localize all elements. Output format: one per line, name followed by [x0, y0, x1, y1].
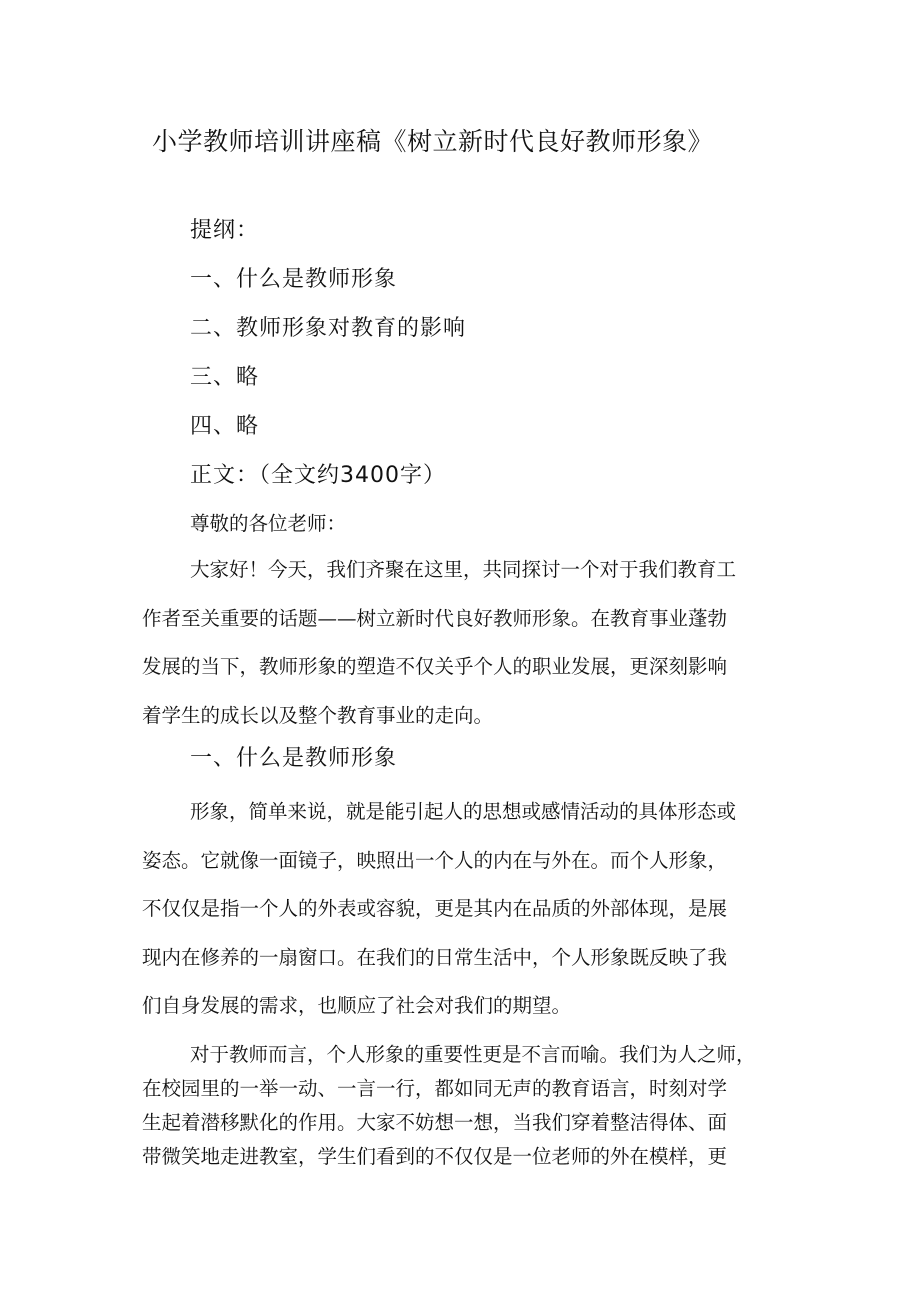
paragraph-line: 姿态。它就像一面镜子，映照出一个人的内在与外在。而个人形象， — [142, 848, 728, 872]
paragraph-line: 不仅仅是指一个人的外表或容貌，更是其内在品质的外部体现，是展 — [142, 897, 728, 920]
paragraph-line: 们自身发展的需求，也顺应了社会对我们的期望。 — [142, 994, 572, 1017]
paragraph-line: 带微笑地走进教室，学生们看到的不仅仅是一位老师的外在模样，更 — [142, 1145, 728, 1168]
paragraph-definition — [142, 788, 786, 1031]
outline-item: 二、教师形象对教育的影响 — [190, 316, 467, 341]
document-title: 小学教师培训讲座稿《树立新时代良好教师形象》 — [152, 127, 714, 156]
body-note: 正文：（全文约3400字） — [190, 463, 446, 488]
paragraph-line: 作者至关重要的话题——树立新时代良好教师形象。在教育事业蓬勃 — [142, 606, 728, 630]
paragraph-line: 形象，简单来说，就是能引起人的思想或感情活动的具体形态或 — [190, 800, 737, 823]
paragraph-line: 对于教师而言，个人形象的重要性更是不言而喻。我们为人之师， — [190, 1043, 756, 1066]
paragraph-line: 着学生的成长以及整个教育事业的走向。 — [142, 703, 494, 727]
section-heading: 一、什么是教师形象 — [190, 746, 398, 771]
paragraph-teacher-image — [142, 1038, 786, 1174]
paragraph-line: 现内在修养的一扇窗口。在我们的日常生活中，个人形象既反映了我 — [142, 945, 728, 969]
greeting: 尊敬的各位老师： — [190, 512, 347, 535]
outline-section — [190, 214, 466, 508]
paragraph-line: 发展的当下，教师形象的塑造不仅关乎个人的职业发展，更深刻影响 — [142, 655, 728, 678]
paragraph-line: 在校园里的一举一动、一言一行，都如同无声的教育语言，时刻对学 — [142, 1077, 728, 1100]
paragraph-line: 生起着潜移默化的作用。大家不妨想一想，当我们穿着整洁得体、面 — [142, 1111, 728, 1134]
paragraph-intro — [142, 546, 786, 740]
outline-item: 三、略 — [190, 365, 260, 390]
paragraph-line: 大家好！今天，我们齐聚在这里，共同探讨一个对于我们教育工 — [190, 558, 737, 581]
outline-label: 提纲： — [190, 218, 260, 243]
outline-item: 四、略 — [190, 414, 260, 439]
outline-item: 一、什么是教师形象 — [190, 267, 398, 292]
